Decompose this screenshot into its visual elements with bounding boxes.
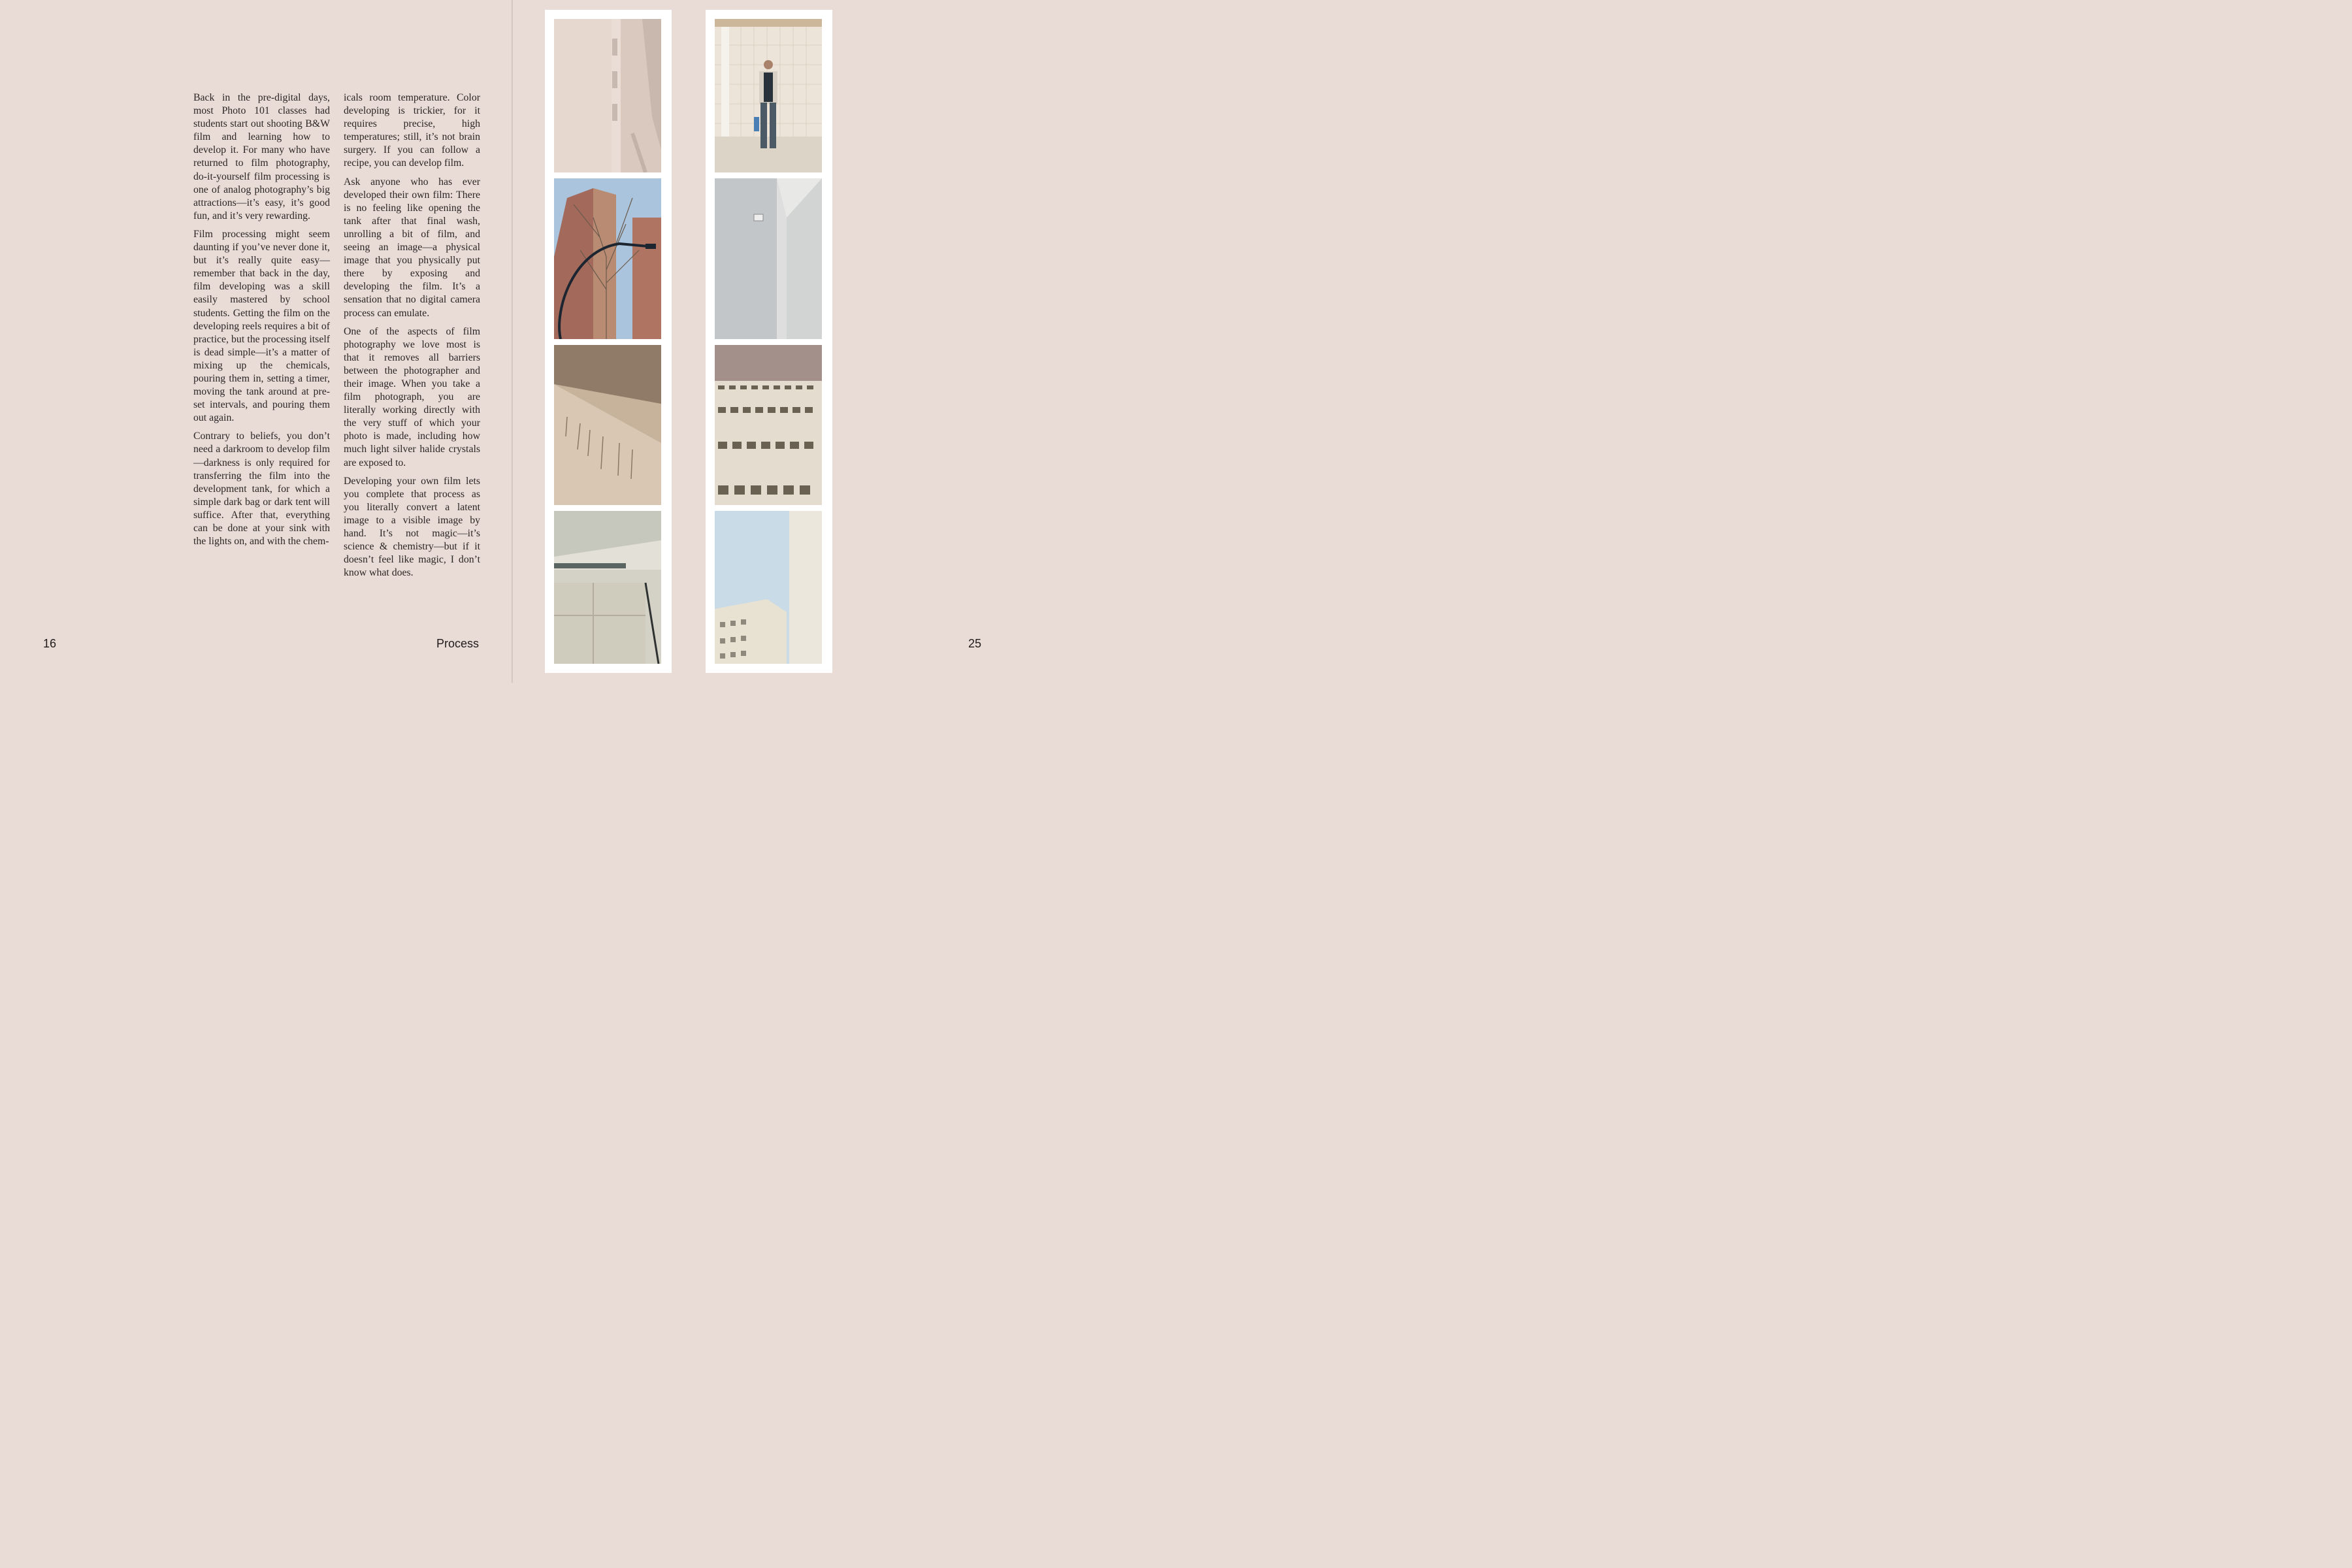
left-page <box>0 0 512 683</box>
paragraph: Contrary to beliefs, you don’t need a darkroom to develop film—darkness is only required for transferring the film into the development tank, for which a simple dark bag or dark tent will suffice. After that, everything can be done at your sink with the lights on, and with the chem- <box>193 431 330 547</box>
text-column-1 <box>193 91 330 553</box>
photo-ceiling-interior <box>554 511 661 664</box>
page-number-left: 16 <box>43 637 57 650</box>
photo-strip-left <box>545 10 672 673</box>
right-page <box>513 0 1024 683</box>
text-column-2 <box>344 91 480 585</box>
paragraph: Back in the pre-digital days, most Photo 101 classes had students start out shooting B&W film and learning how to develop it. For many who have returned to film photography, do-it-yourself film processing is one of analog photography’s big attractions—it’s easy, it’s good fun, and it’s very rewarding. <box>193 92 330 221</box>
photo-sky-building <box>715 511 822 664</box>
photo-scratched-wall <box>554 345 661 505</box>
paragraph: Ask anyone who has ever developed their own film: There is no feeling like opening the tank after that final wash, unrolling a bit of film, and seeing an image—a physical image that you physically put there by exposing and developing the film. It’s a sensation that no digital camera process can emulate. <box>344 176 480 319</box>
magazine-spread <box>0 0 1024 683</box>
photo-tower-tree <box>554 178 661 339</box>
paragraph: Developing your own film lets you complete that process as you literally convert a latent image to a visible image by hand. It’s not magic—it’s science & chemistry—but if it doesn’t feel like magic, I don’t know what does. <box>344 475 480 579</box>
paragraph: icals room temperature. Color developing is trickier, for it requires precise, high temperatures; still, it’s not brain surgery. If you can follow a recipe, you can develop film. <box>344 92 480 169</box>
paragraph: Film processing might seem daunting if you’ve never done it, but it’s really quite easy—remember that back in the day, film developing was a skill easily mastered by school students. Getting the film on the developing reels requires a bit of practice, but the processing itself is dead simple—it’s a matter of mixing up the chemicals, pouring them in, setting a timer, moving the tank around at pre-set intervals, and pouring them out again. <box>193 228 330 424</box>
page-number-right: 25 <box>968 637 982 650</box>
section-title: Process <box>436 637 480 650</box>
photo-apartment-facade <box>715 345 822 505</box>
photo-wall-corner <box>554 19 661 172</box>
photo-corridor-corner <box>715 178 822 339</box>
photo-man-glass-blocks <box>715 19 822 172</box>
paragraph: One of the aspects of film photography we love most is that it removes all barriers between the photographer and their image. When you take a film photograph, you are literally working directly with the very stuff of which your photo is made, including how much light silver halide crystals are exposed to. <box>344 325 480 468</box>
photo-strip-right <box>706 10 832 673</box>
